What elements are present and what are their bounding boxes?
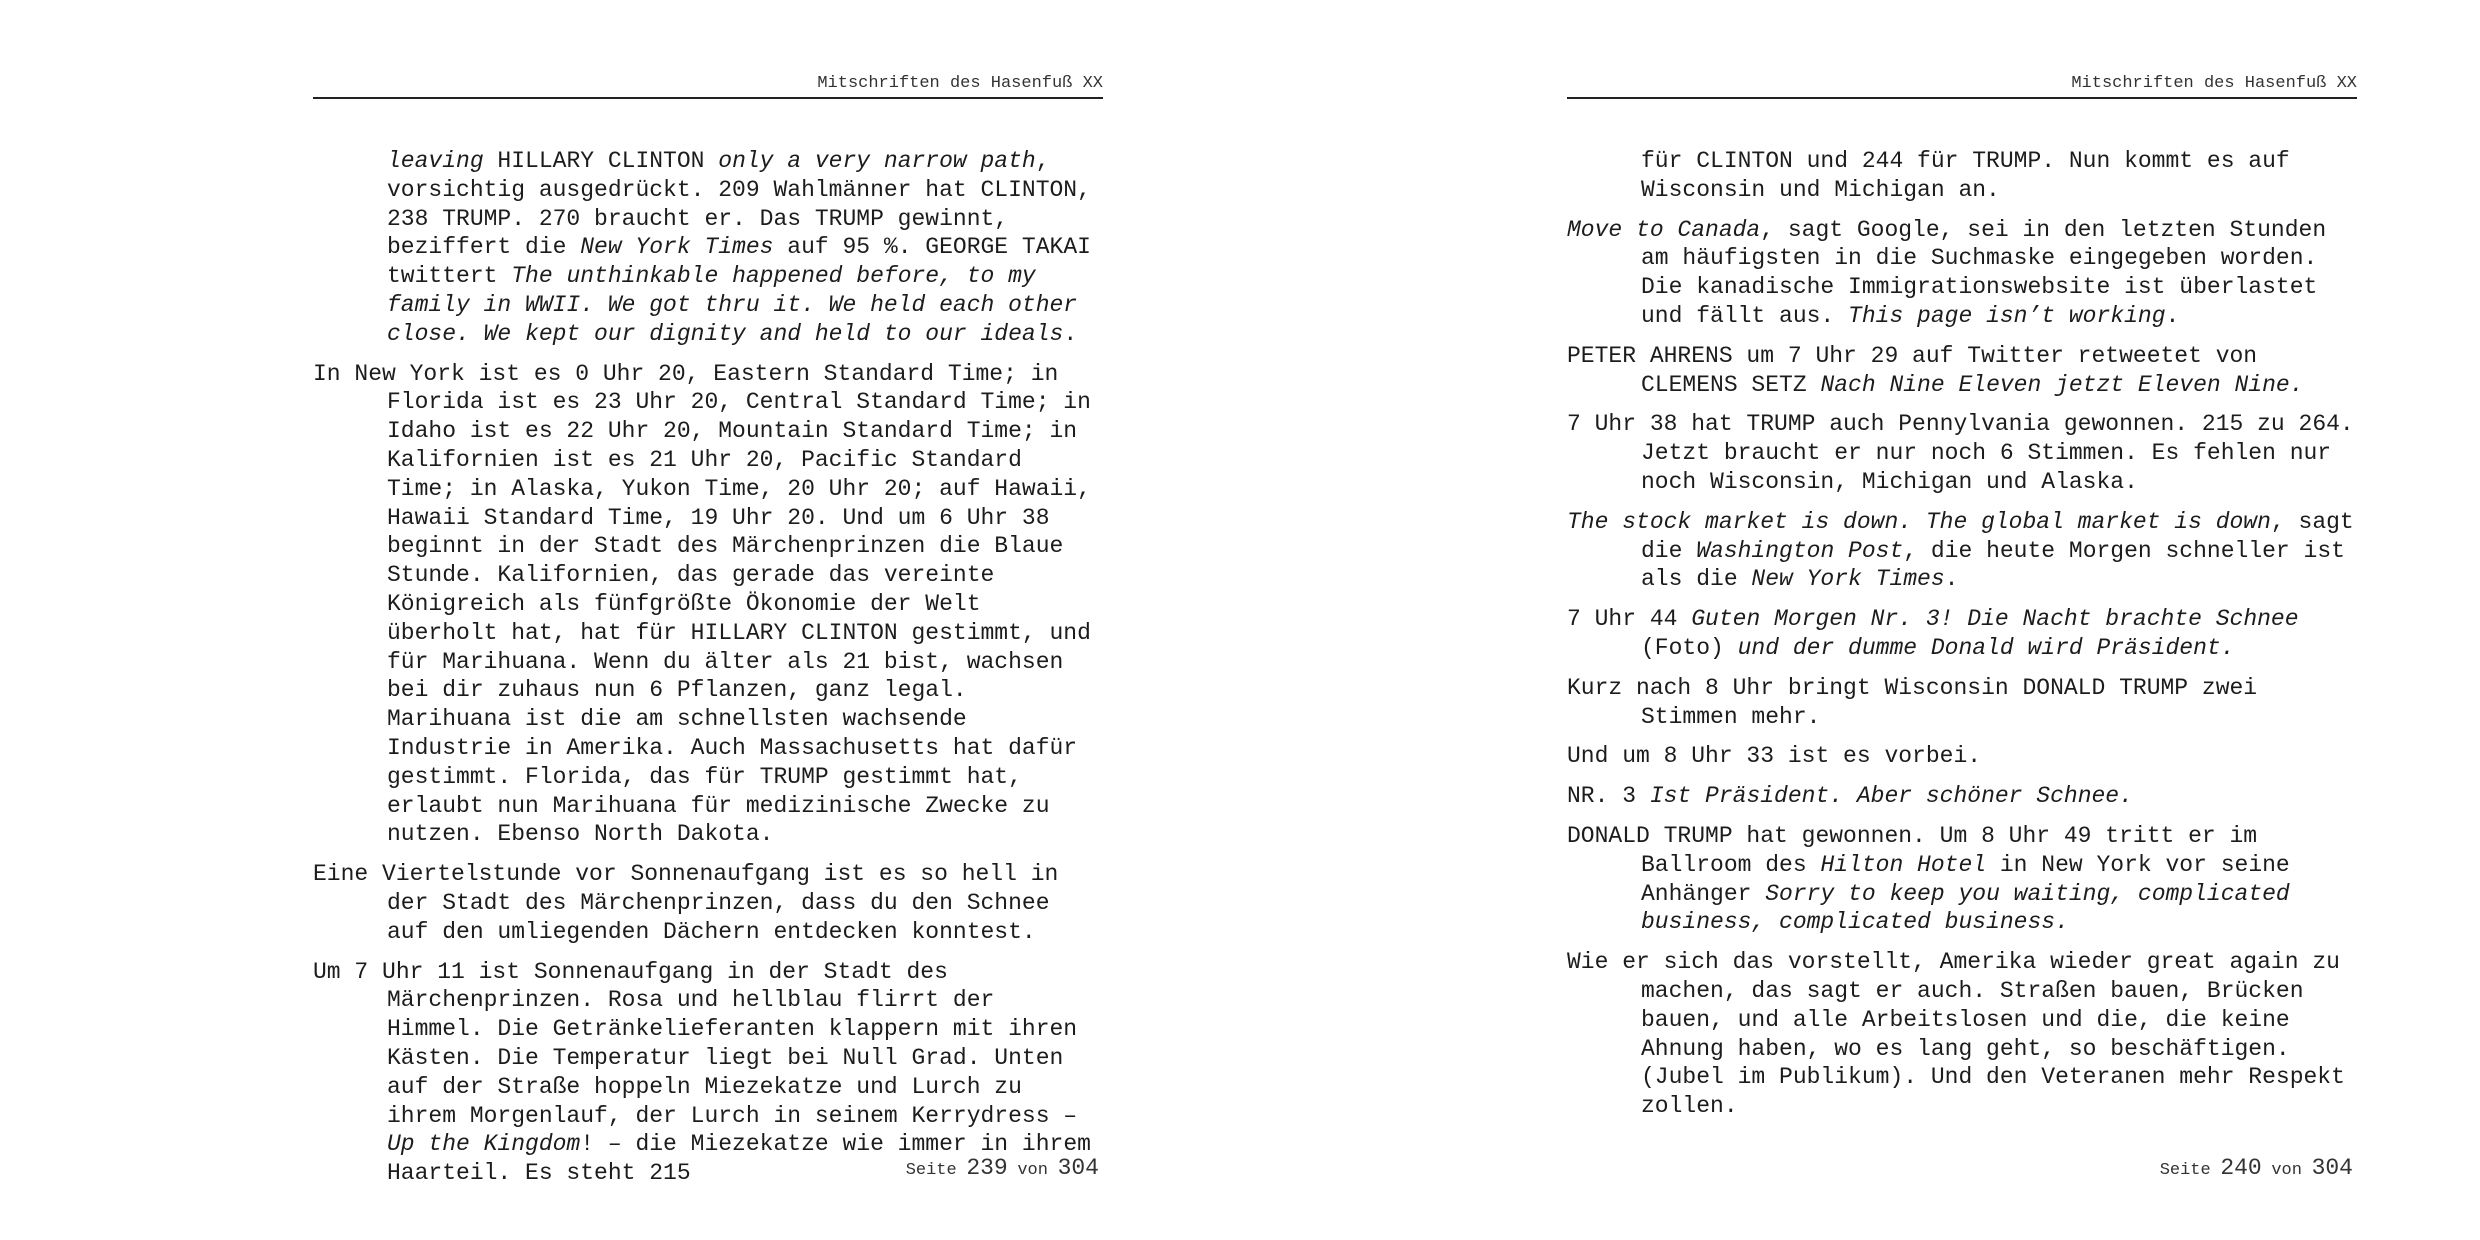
italic-run: Up the Kingdom xyxy=(387,1131,581,1158)
header-rule xyxy=(313,97,1103,99)
paragraph: Um 7 Uhr 11 ist Sonnenaufgang in der Stadt des Märchenprinzen. Rosa und hellblau flirrt der Himmel. Die Getränkelieferanten klappern mit ihren Kästen. Die Temperatur liegt bei Null Grad. Unten auf der Straße hoppeln Miezekatze und Lurch zu ihrem Morgenlauf, der Lurch in seinem Kerrydress – Up the Kingdom! – die Miezekatze wie immer in ihrem Haarteil. Es steht 215 xyxy=(313,958,1091,1187)
italic-run: Move to Canada xyxy=(1567,216,1761,243)
paragraph: Wie er sich das vorstellt, Amerika wieder great again zu machen, das sagt er auch. Straßen bauen, Brücken bauen, und alle Arbeitslosen und die, die keine Ahnung haben, wo es lang geht, so beschäftigen. (Jubel im Publikum). Und den Veteranen mehr Respekt zollen. xyxy=(1567,949,2345,1120)
italic-run: only a very narrow path xyxy=(718,148,1036,174)
italic-run: Guten Morgen Nr. 3! Die Nacht brachte Schnee xyxy=(1691,606,2299,633)
page-number: 239 xyxy=(966,1155,1008,1181)
paragraph: Eine Viertelstunde vor Sonnenaufgang ist es so hell in der Stadt des Märchenprinzen, dass du den Schnee auf den umliegenden Dächern entdecken konntest. xyxy=(313,861,1059,945)
running-header: Mitschriften des Hasenfuß XX xyxy=(817,74,1103,93)
page-total: 304 xyxy=(2311,1155,2353,1181)
book-page-right xyxy=(1567,0,2357,1240)
paragraph: 7 Uhr 44 Guten Morgen Nr. 3! Die Nacht brachte Schnee (Foto) und der dumme Donald wird Präsident. xyxy=(1567,606,2299,661)
italic-run: Sorry to keep you waiting, complicated business, complicated business. xyxy=(1641,880,2290,936)
paragraph: PETER AHRENS um 7 Uhr 29 auf Twitter retweetet von CLEMENS SETZ Nach Nine Eleven jetzt Eleven Nine. xyxy=(1567,342,2304,398)
page-footer xyxy=(906,1155,1099,1181)
page-body xyxy=(1567,147,2357,1132)
italic-run: Hilton Hotel xyxy=(1820,851,1987,878)
paragraph: für CLINTON und 244 für TRUMP. Nun kommt es auf Wisconsin und Michigan an. xyxy=(1641,148,2290,203)
header-rule xyxy=(1567,97,2357,99)
italic-run: New York Times xyxy=(1751,566,1945,593)
italic-run: This page isn’t working xyxy=(1848,302,2166,329)
book-page-left xyxy=(313,0,1103,1240)
page-footer xyxy=(2160,1155,2353,1181)
paragraph: NR. 3 Ist Präsident. Aber schöner Schnee. xyxy=(1567,783,2133,810)
italic-run: und der dumme Donald wird Präsident. xyxy=(1737,634,2235,661)
paragraph: The stock market is down. The global market is down, sagt die Washington Post, die heute Morgen schneller ist als die New York Times. xyxy=(1567,508,2354,593)
paragraph: Kurz nach 8 Uhr bringt Wisconsin DONALD TRUMP zwei Stimmen mehr. xyxy=(1567,674,2258,730)
footer-seite-label: Seite xyxy=(905,1161,957,1180)
footer-von-label: von xyxy=(1017,1161,1048,1180)
running-header: Mitschriften des Hasenfuß XX xyxy=(2071,74,2357,93)
page-total: 304 xyxy=(1057,1155,1099,1181)
italic-run: leaving xyxy=(387,148,484,174)
paragraph: 7 Uhr 38 hat TRUMP auch Pennylvania gewonnen. 215 zu 264. Jetzt braucht er nur noch 6 Stimmen. Es fehlen nur noch Wisconsin, Michigan und Alaska. xyxy=(1567,411,2354,495)
page-body xyxy=(313,147,1103,1199)
paragraph: Und um 8 Uhr 33 ist es vorbei. xyxy=(1567,743,1982,770)
paragraph: Move to Canada, sagt Google, sei in den letzten Stunden am häufigsten in die Suchmaske eingegeben worden. Die kanadische Immigrationswebsite ist überlastet und fällt aus. This page isn’t working. xyxy=(1567,216,2327,329)
italic-run: Ist Präsident. Aber schöner Schnee. xyxy=(1649,783,2133,810)
italic-run: New York Times xyxy=(580,234,774,261)
footer-seite-label: Seite xyxy=(2159,1161,2211,1180)
paragraph: DONALD TRUMP hat gewonnen. Um 8 Uhr 49 tritt er im Ballroom des Hilton Hotel in New York vor seine Anhänger Sorry to keep you waiting, complicated business, complicated business. xyxy=(1567,822,2290,936)
italic-run: The stock market is down. The global market is down xyxy=(1567,508,2271,535)
italic-run: Washington Post xyxy=(1696,537,1904,564)
footer-von-label: von xyxy=(2271,1161,2302,1180)
italic-run: Nach Nine Eleven jetzt Eleven Nine. xyxy=(1820,371,2304,398)
italic-run: The unthinkable happened before, to my family in WWII. We got thru it. We held each other close. We kept our dignity and held to our ideals xyxy=(387,263,1078,347)
paragraph: In New York ist es 0 Uhr 20, Eastern Standard Time; in Florida ist es 23 Uhr 20, Central Standard Time; in Idaho ist es 22 Uhr 20, Mountain Standard Time; in Kalifornien ist es 21 Uhr 20, Pacific Standard Time; in Alaska, Yukon Time, 20 Uhr 20; auf Hawaii, Hawaii Standard Time, 19 Uhr 20. Und um 6 Uhr 38 beginnt in der Stadt des Märchenprinzen die Blaue Stunde. Kalifornien, das gerade das vereinte Königreich als fünfgrößte Ökonomie der Welt überholt hat, hat für HILLARY CLINTON gestimmt, und für Marihuana. Wenn du älter als 21 bist, wachsen bei dir zuhaus nun 6 Pflanzen, ganz legal. Marihuana ist die am schnellsten wachsende Industrie in Amerika. Auch Massachusetts hat dafür gestimmt. Florida, das für TRUMP gestimmt hat, erlaubt nun Marihuana für medizinische Zwecke zu nutzen. Ebenso North Dakota. xyxy=(313,360,1091,848)
paragraph: leaving HILLARY CLINTON only a very narrow path, vorsichtig ausgedrückt. 209 Wahlmänner hat CLINTON, 238 TRUMP. 270 braucht er. Das TRUMP gewinnt, beziffert die New York Times auf 95 %. GEORGE TAKAI twittert The unthinkable happened before, to my family in WWII. We got thru it. We held each other close. We kept our dignity and held to our ideals. xyxy=(387,148,1091,347)
page-number: 240 xyxy=(2220,1155,2262,1181)
